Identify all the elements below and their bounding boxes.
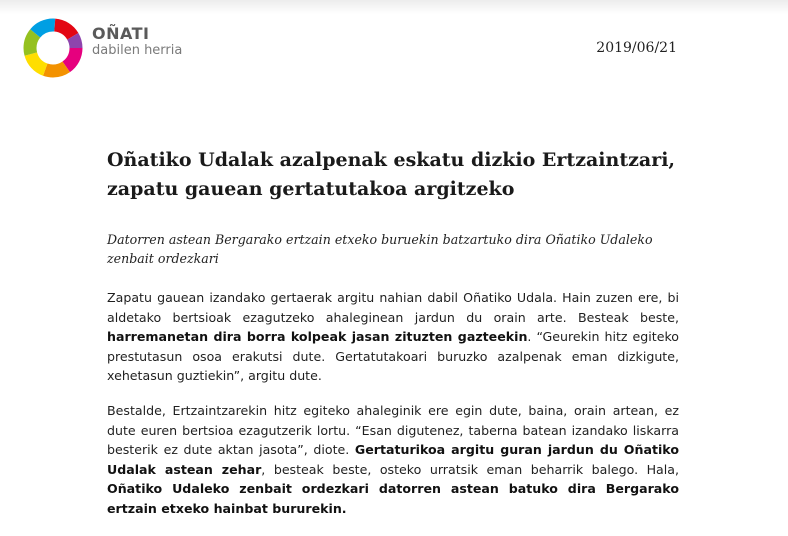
- page-top-shadow: [0, 0, 788, 14]
- article-subtitle: Datorren astean Bergarako ertzain etxeko buruekin batzartuko dira Oñatiko Udaleko zenbait ordezkari: [107, 232, 653, 266]
- brand-tagline: dabilen herria: [92, 43, 183, 58]
- onati-logo-icon: [22, 17, 84, 79]
- paragraph-1-text-c: . “Geurekin hitz egiteko prestutasun osoa erakutsi dute. Gertatutakoari buruzko azalpenak eman dizkigute, xehetasun guztiekin”, argitu dute.: [107, 329, 679, 383]
- article-paragraph-2: [107, 401, 679, 518]
- article-title: Oñatiko Udalak azalpenak eskatu dizkio Ertzaintzari, zapatu gauean gertatutakoa argitzeko: [107, 149, 676, 200]
- brand-block: [92, 25, 182, 59]
- brand-name: OÑATI: [92, 24, 150, 43]
- paragraph-2-highlight-1: Gertaturikoa argitu guran jardun du Oñatiko Udalak astean zehar: [107, 442, 679, 477]
- paragraph-2-highlight-2: Oñatiko Udaleko zenbait ordezkari datorren astean batuko dira Bergarako ertzain etxeko hainbat bururekin.: [107, 481, 679, 516]
- article-paragraph-1: [107, 288, 679, 386]
- paragraph-1-text-a: Zapatu gauean izandako gertaerak argitu nahian dabil Oñatiko Udala. Hain zuzen ere, bi aldetako bertsioak ezagutzeko ahaleginean jardun du orain arte. Besteak beste,: [107, 290, 679, 325]
- publication-date: 2019/06/21: [596, 40, 677, 56]
- paragraph-2-text-c: , besteak beste, osteko urratsik eman beharrik balego. Hala,: [261, 461, 679, 477]
- paragraph-1-highlight: harremanetan dira borra kolpeak jasan zituzten gazteekin: [107, 329, 528, 344]
- paragraph-2-text-a: Bestalde, Ertzaintzarekin hitz egiteko ahaleginik ere egin dute, baina, orain artean, ez dute euren bertsioa ezagutzerik lortu. “Esan digutenez, taberna batean izandako liskarra besterik ez dute aktan jasota”, diote.: [107, 403, 679, 457]
